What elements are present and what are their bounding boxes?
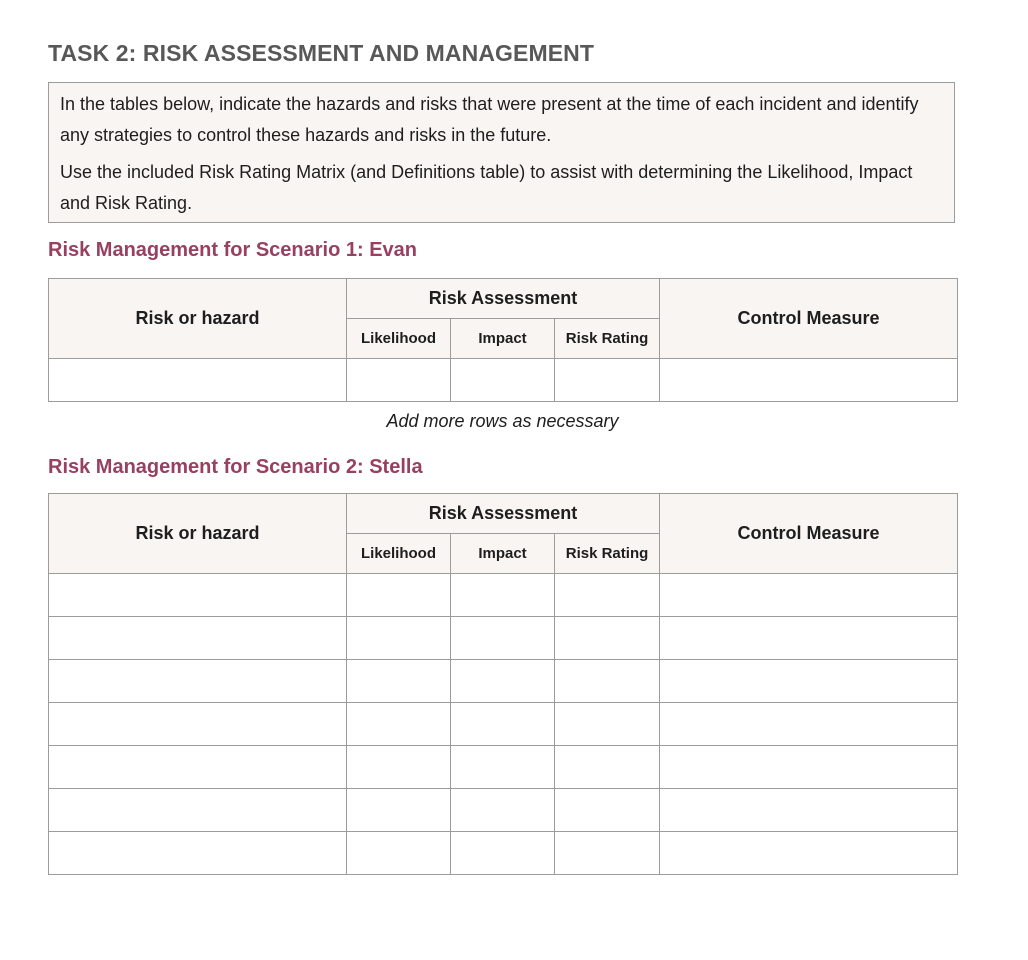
- scenario-1-title: Risk Management for Scenario 1: Evan: [48, 239, 418, 261]
- instructions-paragraph-2: Use the included Risk Rating Matrix (and Definitions table) to assist with determining the Likelihood, Impact and Risk Rating.: [60, 162, 913, 213]
- cell-likelihood[interactable]: [347, 703, 451, 746]
- cell-risk-or-hazard[interactable]: [49, 789, 347, 832]
- cell-risk-rating[interactable]: [555, 832, 660, 875]
- cell-impact[interactable]: [451, 574, 555, 617]
- header-risk-assessment: Risk Assessment: [347, 279, 660, 319]
- cell-risk-or-hazard[interactable]: [49, 359, 347, 402]
- task-title: TASK 2: RISK ASSESSMENT AND MANAGEMENT: [48, 40, 595, 66]
- cell-control-measure[interactable]: [660, 574, 958, 617]
- header-control-measure: Control Measure: [660, 494, 958, 574]
- cell-risk-or-hazard[interactable]: [49, 703, 347, 746]
- header-impact: Impact: [451, 534, 555, 574]
- cell-impact[interactable]: [451, 617, 555, 660]
- cell-control-measure[interactable]: [660, 703, 958, 746]
- header-risk-or-hazard: Risk or hazard: [49, 494, 347, 574]
- instructions-box: [48, 82, 955, 223]
- cell-control-measure[interactable]: [660, 660, 958, 703]
- cell-likelihood[interactable]: [347, 832, 451, 875]
- cell-risk-or-hazard[interactable]: [49, 832, 347, 875]
- cell-impact[interactable]: [451, 746, 555, 789]
- cell-risk-rating[interactable]: [555, 359, 660, 402]
- table-row: [49, 789, 958, 832]
- cell-impact[interactable]: [451, 703, 555, 746]
- table-row: [49, 359, 958, 402]
- header-risk-or-hazard: Risk or hazard: [49, 279, 347, 359]
- cell-likelihood[interactable]: [347, 789, 451, 832]
- header-impact: Impact: [451, 319, 555, 359]
- table-row: [49, 574, 958, 617]
- table-row: [49, 703, 958, 746]
- cell-likelihood[interactable]: [347, 746, 451, 789]
- cell-likelihood[interactable]: [347, 617, 451, 660]
- cell-risk-or-hazard[interactable]: [49, 746, 347, 789]
- cell-likelihood[interactable]: [347, 660, 451, 703]
- cell-control-measure[interactable]: [660, 617, 958, 660]
- table-row: [49, 617, 958, 660]
- cell-control-measure[interactable]: [660, 359, 958, 402]
- header-risk-rating: Risk Rating: [555, 534, 660, 574]
- header-risk-assessment: Risk Assessment: [347, 494, 660, 534]
- scenario-2-title: Risk Management for Scenario 2: Stella: [48, 456, 423, 478]
- table-row: [49, 746, 958, 789]
- header-control-measure: Control Measure: [660, 279, 958, 359]
- table-row: [49, 832, 958, 875]
- cell-control-measure[interactable]: [660, 789, 958, 832]
- cell-risk-rating[interactable]: [555, 746, 660, 789]
- cell-likelihood[interactable]: [347, 359, 451, 402]
- cell-risk-or-hazard[interactable]: [49, 660, 347, 703]
- header-risk-rating: Risk Rating: [555, 319, 660, 359]
- cell-risk-rating[interactable]: [555, 660, 660, 703]
- cell-risk-rating[interactable]: [555, 703, 660, 746]
- cell-impact[interactable]: [451, 359, 555, 402]
- cell-control-measure[interactable]: [660, 832, 958, 875]
- table-row: [49, 660, 958, 703]
- cell-risk-rating[interactable]: [555, 574, 660, 617]
- scenario-1-table: [48, 278, 958, 402]
- add-rows-note: Add more rows as necessary: [386, 411, 619, 431]
- cell-impact[interactable]: [451, 660, 555, 703]
- header-likelihood: Likelihood: [347, 319, 451, 359]
- scenario-2-table: [48, 493, 958, 875]
- cell-likelihood[interactable]: [347, 574, 451, 617]
- cell-risk-rating[interactable]: [555, 789, 660, 832]
- cell-control-measure[interactable]: [660, 746, 958, 789]
- cell-impact[interactable]: [451, 789, 555, 832]
- cell-risk-rating[interactable]: [555, 617, 660, 660]
- header-likelihood: Likelihood: [347, 534, 451, 574]
- cell-risk-or-hazard[interactable]: [49, 574, 347, 617]
- instructions-paragraph-1: In the tables below, indicate the hazards and risks that were present at the time of each incident and identify any strategies to control these hazards and risks in the future.: [60, 94, 919, 145]
- cell-impact[interactable]: [451, 832, 555, 875]
- cell-risk-or-hazard[interactable]: [49, 617, 347, 660]
